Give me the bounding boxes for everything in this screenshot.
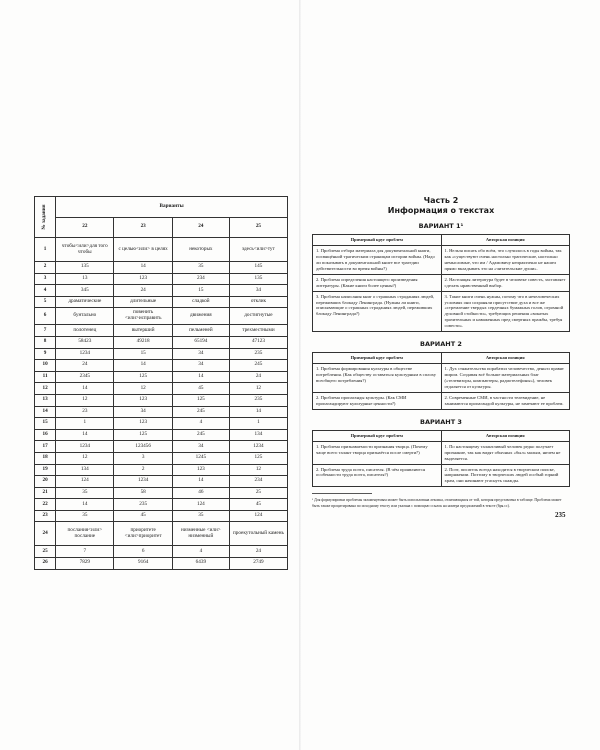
- answer-cell: 14: [114, 360, 172, 372]
- answer-cell: 34: [172, 348, 229, 360]
- answer-cell: 34: [172, 441, 229, 453]
- answer-row: [35, 273, 288, 285]
- answer-cell: 15: [172, 285, 229, 297]
- answer-row: [35, 522, 288, 546]
- answer-cell: 1245: [172, 452, 229, 464]
- book-gutter: [299, 0, 301, 750]
- variant-row: [313, 274, 570, 291]
- variant-number-header: 25: [229, 217, 287, 238]
- variants-header: Варианты: [56, 197, 288, 218]
- problem-cell: 2. Проблема определения настоящего произведения литературы. (Какие книги более ценны?): [313, 274, 442, 291]
- answer-row: [35, 238, 288, 262]
- answer-row: [35, 325, 288, 337]
- answer-cell: проекутольный камень: [229, 522, 287, 546]
- footnote-divider: [312, 493, 372, 494]
- answer-cell: 47123: [229, 336, 287, 348]
- section-title: Информация о текстах: [387, 206, 495, 215]
- answer-cell: 14: [172, 476, 229, 488]
- answer-cell: 45: [114, 510, 172, 522]
- variant-row: [313, 245, 570, 274]
- answer-cell: 34: [172, 360, 229, 372]
- answer-cell: некоторых: [172, 238, 229, 262]
- answer-cell: сладкой: [172, 296, 229, 308]
- answer-cell: 124: [56, 476, 114, 488]
- answer-cell: 65194: [172, 336, 229, 348]
- task-number: 18: [35, 452, 56, 464]
- variant-heading: ВАРИАНТ 3: [420, 417, 462, 426]
- answer-cell: 3: [114, 452, 172, 464]
- task-number: 13: [35, 394, 56, 406]
- variant-row: [313, 441, 570, 464]
- variant-number-header: 22: [56, 217, 114, 238]
- answer-cell: 6: [114, 546, 172, 558]
- answer-cell: 24: [229, 546, 287, 558]
- answer-cell: 12: [56, 452, 114, 464]
- task-number: 16: [35, 429, 56, 441]
- footnote: ¹ Для формулировки проблемы экзаменуемым может быть использована лексика, отличающаяся от той, которая представлена в таблице. Проблема может быть также процитирована по исходному тексту или указана с помощью ссылок на номера предложений в тексте (6ря.сс).: [312, 498, 562, 508]
- answer-cell: 2: [114, 464, 172, 476]
- answer-row: [35, 296, 288, 308]
- answer-cell: 235: [114, 499, 172, 511]
- answer-cell: 1234: [56, 441, 114, 453]
- task-number: 21: [35, 487, 56, 499]
- position-column-header: Авторская позиция: [441, 430, 570, 441]
- task-number: 1: [35, 238, 56, 262]
- answer-cell: 14: [56, 383, 114, 395]
- task-number: 6: [35, 308, 56, 325]
- answer-cell: 14: [56, 499, 114, 511]
- answer-row: [35, 285, 288, 297]
- variant-heading: ВАРИАНТ 1¹: [418, 222, 464, 230]
- answer-cell: 2749: [229, 558, 287, 570]
- task-number: 19: [35, 464, 56, 476]
- variant-row: [313, 291, 570, 332]
- answer-cell: 14: [172, 371, 229, 383]
- task-number: 5: [35, 296, 56, 308]
- answer-cell: 2345: [56, 371, 114, 383]
- answer-cell: 12: [114, 383, 172, 395]
- answer-cell: 12: [229, 383, 287, 395]
- position-column-header: Авторская позиция: [441, 353, 570, 364]
- answer-cell: 245: [229, 360, 287, 372]
- answer-cell: 123: [114, 394, 172, 406]
- answer-row: [35, 464, 288, 476]
- answer-row: [35, 452, 288, 464]
- task-number: 26: [35, 558, 56, 570]
- answer-cell: бунтально: [56, 308, 114, 325]
- answer-cell: 1: [56, 418, 114, 430]
- answer-row: [35, 406, 288, 418]
- author-position-cell: 1. Нельзя писать обо всём, что случилось в годы войны, так как «существуют очень настолько трагические, настолько немыслимые, что им / Адамовичу непрактично не нашел прямо вкладывать это на «читательские души».: [441, 245, 570, 274]
- answer-cell: 35: [172, 510, 229, 522]
- task-number: 10: [35, 360, 56, 372]
- answer-cell: 24: [229, 371, 287, 383]
- answer-cell: 1234: [229, 441, 287, 453]
- answer-cell: 45: [229, 499, 287, 511]
- position-column-header: Авторская позиция: [441, 235, 570, 246]
- task-number: 14: [35, 406, 56, 418]
- author-position-cell: 3. Такие книги очень нужны, потому что в нечеловеческих условиях они сохраняли присутствие духа и все же «стремление твердых сердечных бумажных голов, огромной духовной стойкости», требующих решения «вокатых эразительных и наваженных пред смертных пражбы, требуя совести».: [441, 291, 570, 332]
- problem-cell: 2. Проблема пропаганды культуры. (Как СМИ пропагандируют культурные ценности?): [313, 392, 442, 409]
- answer-cell: отклик: [229, 296, 287, 308]
- answer-cell: 234: [229, 476, 287, 488]
- answer-row: [35, 499, 288, 511]
- answer-cell: 45: [172, 383, 229, 395]
- answer-cell: 34: [114, 406, 172, 418]
- answer-cell: 134: [229, 429, 287, 441]
- answer-cell: 124: [172, 499, 229, 511]
- answer-cell: 123: [114, 273, 172, 285]
- answer-cell: 7829: [56, 558, 114, 570]
- problem-column-header: Примерный круг проблем: [313, 430, 442, 441]
- answer-cell: 24: [114, 285, 172, 297]
- task-number: 17: [35, 441, 56, 453]
- answer-cell: 23: [56, 406, 114, 418]
- author-position-cell: 1. Дух стяжательства порабатил человечество, деньги правят миром. Создавая всё больше материальных благ («телевизоры, компьютеры, радиотелефоны»), человек отдаляется от культуры.: [441, 364, 570, 393]
- answer-row: [35, 418, 288, 430]
- task-number: 15: [35, 418, 56, 430]
- variant-number-header: 24: [172, 217, 229, 238]
- answer-cell: 13: [56, 273, 114, 285]
- answer-row: [35, 383, 288, 395]
- answer-cell: 345: [56, 285, 114, 297]
- answer-cell: 245: [172, 406, 229, 418]
- author-position-cell: 1. По настоящему талантливый человек редко получает признание, так как видят обычных «был» малым, ничем не выделяется.: [441, 441, 570, 464]
- answer-cell: 135: [56, 262, 114, 274]
- answer-cell: трехместными: [229, 325, 287, 337]
- answer-cell: 14: [114, 262, 172, 274]
- answer-row: [35, 558, 288, 570]
- task-number: 11: [35, 371, 56, 383]
- answer-cell: 14: [56, 429, 114, 441]
- answer-row: [35, 308, 288, 325]
- answer-row: [35, 262, 288, 274]
- answer-cell: низменные <или> низменный: [172, 522, 229, 546]
- answer-cell: здесь<или>тут: [229, 238, 287, 262]
- problem-column-header: Примерный круг проблем: [313, 353, 442, 364]
- variant-number-header: 23: [114, 217, 172, 238]
- answer-cell: 135: [229, 273, 287, 285]
- problem-cell: 3. Проблема написания книг о страшных страданиях людей, переживших блокаду Ленинграда. (Нужны ли книги, описывающие о страшных страданиях людей, переживших блокаду Ленинграда?): [313, 291, 442, 332]
- answers-table: [34, 196, 288, 570]
- problem-cell: 1. Проблема формирования культуры в обществе потребления. (Как обществу оставаться культурным в сплоху всеобщего потребления?): [313, 364, 442, 393]
- problem-cell: 1. Проблема признаваемости признания творца. (Почему чаще всего талант творца признаётся после смерти?): [313, 441, 442, 464]
- answer-cell: 125: [114, 371, 172, 383]
- answer-cell: 14: [229, 406, 287, 418]
- answer-row: [35, 476, 288, 488]
- answer-cell: 235: [229, 394, 287, 406]
- answer-row: [35, 360, 288, 372]
- author-position-cell: 2. Поэт, писатель всегда находится в творческом поиске, напряжении. Поэтому в творческих людей особый горний храм, они начинают угаснуть скажды.: [441, 464, 570, 487]
- answer-cell: 123: [172, 464, 229, 476]
- answer-cell: 49218: [114, 336, 172, 348]
- answer-row: [35, 394, 288, 406]
- answer-cell: движения: [172, 308, 229, 325]
- answer-row: [35, 336, 288, 348]
- answer-cell: длительные: [114, 296, 172, 308]
- answer-cell: 125: [229, 452, 287, 464]
- task-number: 23: [35, 510, 56, 522]
- answer-cell: 35: [56, 510, 114, 522]
- answer-cell: вытерший: [114, 325, 172, 337]
- answer-cell: 35: [56, 487, 114, 499]
- answer-cell: 1234: [114, 476, 172, 488]
- answer-cell: 12: [56, 394, 114, 406]
- author-position-cell: 2. Современные СМИ, в частности телевидение, не занимаются пропагандой культуры, не замечают ее проблем.: [441, 392, 570, 409]
- task-number: 22: [35, 499, 56, 511]
- answer-cell: 46: [172, 487, 229, 499]
- answer-cell: 124: [229, 510, 287, 522]
- answer-cell: 34: [229, 285, 287, 297]
- answer-cell: 245: [172, 429, 229, 441]
- answer-cell: послания<или> послание: [56, 522, 114, 546]
- answer-row: [35, 487, 288, 499]
- task-number: 20: [35, 476, 56, 488]
- variant-row: [313, 392, 570, 409]
- task-number: 7: [35, 325, 56, 337]
- problem-column-header: Примерный круг проблем: [313, 235, 442, 246]
- task-number: 9: [35, 348, 56, 360]
- task-number: 25: [35, 546, 56, 558]
- answer-cell: 58423: [56, 336, 114, 348]
- answer-row: [35, 441, 288, 453]
- answer-cell: 15: [114, 348, 172, 360]
- answer-cell: 123: [114, 418, 172, 430]
- answer-cell: 1: [229, 418, 287, 430]
- answer-row: [35, 429, 288, 441]
- answer-cell: 125: [172, 394, 229, 406]
- answer-cell: 145: [229, 262, 287, 274]
- page-number: 235: [555, 511, 566, 519]
- problem-cell: 1. Проблема отбора материала для документальной книги, посвящённой трагическим страницам истории войны. (Надо ли показывать в документальной книге все трагедии действительности во время войны?): [313, 245, 442, 274]
- answer-cell: достигнутые: [229, 308, 287, 325]
- answer-cell: 7: [56, 546, 114, 558]
- task-number: 24: [35, 522, 56, 546]
- task-number: 4: [35, 285, 56, 297]
- answer-cell: 12: [229, 464, 287, 476]
- answer-cell: пельменей: [172, 325, 229, 337]
- answer-row: [35, 371, 288, 383]
- answer-cell: 235: [229, 348, 287, 360]
- answer-cell: 4: [172, 546, 229, 558]
- answer-cell: 6439: [172, 558, 229, 570]
- answer-cell: 125: [114, 429, 172, 441]
- part-heading: Часть 2: [423, 196, 459, 205]
- answer-cell: 58: [114, 487, 172, 499]
- variant-row: [313, 364, 570, 393]
- answer-cell: 24: [56, 360, 114, 372]
- answer-cell: 123456: [114, 441, 172, 453]
- variant-table: [312, 430, 570, 488]
- task-number: 12: [35, 383, 56, 395]
- author-position-cell: 2. Настоящая литература будет в человеке совесть, заставляет сделать нравственный выбор.: [441, 274, 570, 291]
- task-number-header: [35, 197, 56, 238]
- variant-table: [312, 234, 570, 332]
- right-page-content: [312, 196, 570, 509]
- answer-cell: с целью<или> в целях: [114, 238, 172, 262]
- task-number: 2: [35, 262, 56, 274]
- answer-cell: драматические: [56, 296, 114, 308]
- answer-cell: 25: [229, 487, 287, 499]
- answer-row: [35, 546, 288, 558]
- answer-cell: 1234: [56, 348, 114, 360]
- task-number: 8: [35, 336, 56, 348]
- variant-heading: ВАРИАНТ 2: [420, 340, 462, 349]
- answer-row: [35, 510, 288, 522]
- task-number: 3: [35, 273, 56, 285]
- answer-row: [35, 348, 288, 360]
- answer-cell: чтобы<или>для того чтобы: [56, 238, 114, 262]
- variant-row: [313, 464, 570, 487]
- answer-cell: повенить <или>исправить: [114, 308, 172, 325]
- variant-table: [312, 352, 570, 410]
- variants-container: [312, 222, 570, 487]
- answer-cell: 134: [56, 464, 114, 476]
- task-number-header-text: № задания: [41, 204, 48, 230]
- problem-cell: 2. Проблема труда поэта, писателя. (В чём проявляются особенности труда поэта, писателя?): [313, 464, 442, 487]
- answer-cell: 9164: [114, 558, 172, 570]
- answer-cell: 35: [172, 262, 229, 274]
- answer-cell: приоритете <или>приоритет: [114, 522, 172, 546]
- answer-cell: 4: [172, 418, 229, 430]
- answer-cell: 234: [172, 273, 229, 285]
- answer-cell: полотенец: [56, 325, 114, 337]
